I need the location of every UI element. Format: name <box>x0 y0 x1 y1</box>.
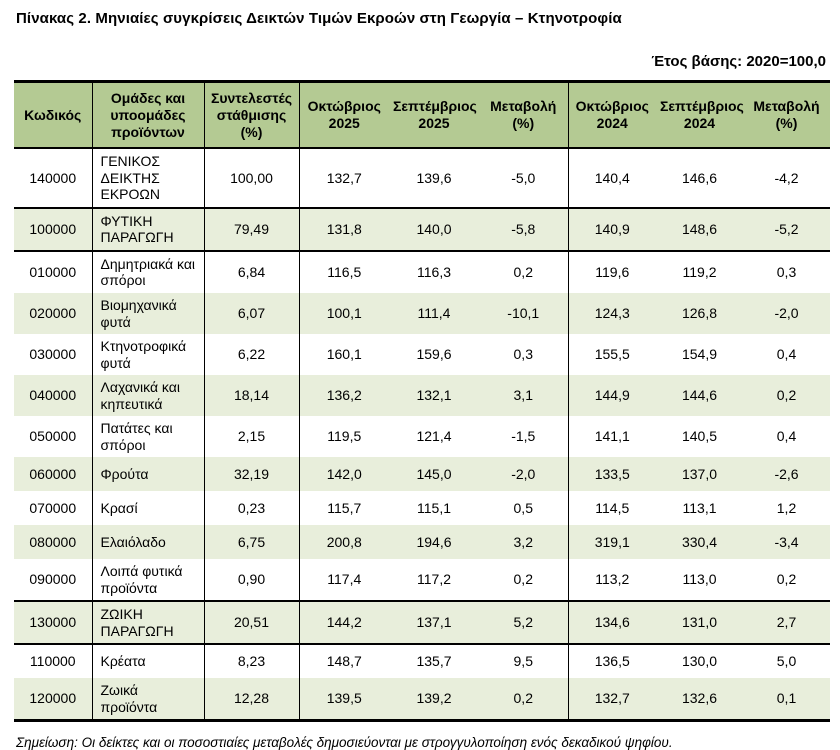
value-cell: 113,2 <box>568 559 656 601</box>
value-cell: 0,4 <box>776 428 797 445</box>
code-cell: 140000 <box>14 148 92 208</box>
base-year-label: Έτος βάσης: 2020=100,0 <box>651 53 826 70</box>
value-cell: 155,5 <box>594 346 630 363</box>
product-name-cell: Βιομηχανικά φυτά <box>92 293 204 334</box>
value-cell: 116,3 <box>417 264 451 281</box>
value-cell: 145,0 <box>389 457 479 491</box>
page-title: Πίνακας 2. Μηνιαίες συγκρίσεις Δεικτών Τιμών Εκροών στη Γεωργία – Κτηνοτροφία <box>16 10 622 27</box>
table-row <box>14 293 830 334</box>
value-cell: 3,2 <box>479 525 568 559</box>
value-cell: 137,1 <box>389 601 479 644</box>
table-row <box>14 148 830 208</box>
value-cell: 140,0 <box>389 208 479 251</box>
value-cell: 136,2 <box>299 375 389 416</box>
value-cell: 330,4 <box>656 525 743 559</box>
code-cell: 060000 <box>14 457 92 491</box>
code-cell: 100000 <box>14 208 92 251</box>
code-cell: 130000 <box>14 601 92 644</box>
value-cell: -5,2 <box>743 208 830 251</box>
table-row <box>14 334 830 375</box>
column-header-change-2025: Μεταβολή (%) <box>479 82 568 149</box>
value-cell: 3,1 <box>479 375 568 416</box>
value-cell: -3,4 <box>743 525 830 559</box>
value-cell: 113,1 <box>682 499 717 516</box>
product-name-cell: ΖΩΙΚΗ ΠΑΡΑΓΩΓΗ <box>92 601 204 644</box>
value-cell: 1,2 <box>776 499 797 516</box>
value-cell: 139,5 <box>299 678 389 721</box>
column-header-oct-2024: Οκτώβριος 2024 <box>568 82 656 149</box>
value-cell: 117,2 <box>389 559 479 601</box>
value-cell: 0,23 <box>204 491 299 525</box>
table-row <box>14 525 830 559</box>
value-cell: 0,1 <box>743 678 830 721</box>
value-cell: 133,5 <box>568 457 656 491</box>
product-name-cell: Πατάτες και σπόροι <box>92 416 204 457</box>
table-row <box>14 644 830 678</box>
product-name-cell: Ζωικά προϊόντα <box>92 678 204 721</box>
value-cell: 132,7 <box>299 148 389 208</box>
table-header <box>14 82 830 149</box>
product-name-cell: Ελαιόλαδο <box>92 525 204 559</box>
table-row <box>14 601 830 644</box>
value-cell: 0,4 <box>776 346 797 363</box>
code-cell: 080000 <box>14 525 92 559</box>
column-header-sep-2024: Σεπτέμβριος 2024 <box>656 82 743 149</box>
value-cell: 148,6 <box>656 208 743 251</box>
value-cell: 111,4 <box>389 293 479 334</box>
value-cell: 0,2 <box>479 678 568 721</box>
value-cell: 136,5 <box>594 653 630 670</box>
value-cell: -5,8 <box>479 208 568 251</box>
product-name-cell: Κρέατα <box>92 644 204 678</box>
value-cell: 6,84 <box>204 251 299 293</box>
value-cell: 160,1 <box>326 346 362 363</box>
value-cell: 116,5 <box>327 264 362 281</box>
value-cell: 2,15 <box>204 416 299 457</box>
value-cell: 5,0 <box>776 653 797 670</box>
value-cell: -10,1 <box>479 293 568 334</box>
column-header-oct-2025: Οκτώβριος 2025 <box>299 82 389 149</box>
code-cell: 010000 <box>14 251 92 293</box>
value-cell: 0,3 <box>479 334 568 375</box>
value-cell: 12,28 <box>204 678 299 721</box>
value-cell: 140,9 <box>568 208 656 251</box>
product-name-cell: ΦΥΤΙΚΗ ΠΑΡΑΓΩΓΗ <box>92 208 204 251</box>
product-name-cell: Κρασί <box>92 491 204 525</box>
code-cell: 020000 <box>14 293 92 334</box>
code-cell: 030000 <box>14 334 92 375</box>
value-cell: -1,5 <box>479 416 568 457</box>
value-cell: 0,90 <box>204 559 299 601</box>
value-cell: 18,14 <box>204 375 299 416</box>
product-name-cell: Κτηνοτροφικά φυτά <box>92 334 204 375</box>
value-cell: 144,6 <box>656 375 743 416</box>
code-cell: 090000 <box>14 559 92 601</box>
value-cell: 119,2 <box>682 264 717 281</box>
value-cell: 135,7 <box>416 653 452 670</box>
table-row <box>14 208 830 251</box>
value-cell: 20,51 <box>204 601 299 644</box>
value-cell: 148,7 <box>326 653 362 670</box>
value-cell: 113,0 <box>656 559 743 601</box>
value-cell: 121,4 <box>416 428 452 445</box>
value-cell: 132,1 <box>389 375 479 416</box>
value-cell: 32,19 <box>204 457 299 491</box>
value-cell: 8,23 <box>204 644 299 678</box>
value-cell: 319,1 <box>568 525 656 559</box>
table-row <box>14 375 830 416</box>
value-cell: -5,0 <box>479 148 568 208</box>
value-cell: 146,6 <box>656 148 743 208</box>
value-cell: 5,2 <box>479 601 568 644</box>
value-cell: 100,1 <box>299 293 389 334</box>
code-cell: 120000 <box>14 678 92 721</box>
price-index-table <box>14 80 830 722</box>
value-cell: 140,5 <box>681 428 718 445</box>
value-cell: 132,6 <box>656 678 743 721</box>
value-cell: 200,8 <box>299 525 389 559</box>
value-cell: 114,5 <box>595 499 630 516</box>
value-cell: -2,0 <box>479 457 568 491</box>
value-cell: 0,2 <box>743 559 830 601</box>
value-cell: 119,5 <box>327 428 362 445</box>
value-cell: 115,7 <box>327 499 362 516</box>
code-cell: 110000 <box>14 644 92 678</box>
value-cell: 124,3 <box>568 293 656 334</box>
value-cell: 0,2 <box>743 375 830 416</box>
column-header-sep-2025: Σεπτέμβριος 2025 <box>389 82 479 149</box>
value-cell: 0,3 <box>776 264 797 281</box>
value-cell: 154,9 <box>681 346 718 363</box>
product-name-cell: Δημητριακά και σπόροι <box>92 251 204 293</box>
product-name-cell: Λαχανικά και κηπευτικά <box>92 375 204 416</box>
value-cell: 144,2 <box>299 601 389 644</box>
value-cell: 117,4 <box>299 559 389 601</box>
footnote: Σημείωση: Οι δείκτες και οι ποσοστιαίες μεταβολές δημοσιεύονται με στρογγυλοποίηση ενός δεκαδικού ψηφίου. <box>16 735 673 750</box>
value-cell: 79,49 <box>204 208 299 251</box>
value-cell: 2,7 <box>743 601 830 644</box>
table-row <box>14 559 830 601</box>
value-cell: 159,6 <box>416 346 452 363</box>
table-body <box>14 148 830 720</box>
product-name-cell: Φρούτα <box>92 457 204 491</box>
table-row <box>14 491 830 525</box>
product-name-cell: ΓΕΝΙΚΟΣ ΔΕΙΚΤΗΣ ΕΚΡΟΩΝ <box>92 148 204 208</box>
table-row <box>14 457 830 491</box>
value-cell: 0,5 <box>479 491 568 525</box>
value-cell: -2,0 <box>743 293 830 334</box>
value-cell: 141,1 <box>594 428 630 445</box>
value-cell: 140,4 <box>568 148 656 208</box>
code-cell: 040000 <box>14 375 92 416</box>
value-cell: 139,6 <box>389 148 479 208</box>
value-cell: 6,07 <box>204 293 299 334</box>
table-row <box>14 251 830 293</box>
value-cell: 9,5 <box>479 644 568 678</box>
value-cell: 6,22 <box>204 334 299 375</box>
value-cell: 100,00 <box>204 148 299 208</box>
value-cell: 194,6 <box>389 525 479 559</box>
value-cell: 142,0 <box>299 457 389 491</box>
value-cell: -4,2 <box>743 148 830 208</box>
value-cell: 137,0 <box>656 457 743 491</box>
product-name-cell: Λοιπά φυτικά προϊόντα <box>92 559 204 601</box>
value-cell: 131,8 <box>299 208 389 251</box>
value-cell: 115,1 <box>417 499 451 516</box>
column-header-groups: Ομάδες και υποομάδες προϊόντων <box>92 82 204 149</box>
column-header-weights: Συντελεστές στάθμισης (%) <box>204 82 299 149</box>
value-cell: 132,7 <box>568 678 656 721</box>
column-header-code: Κωδικός <box>14 82 92 149</box>
value-cell: 144,9 <box>568 375 656 416</box>
column-header-change-2024: Μεταβολή (%) <box>743 82 830 149</box>
value-cell: 0,2 <box>479 559 568 601</box>
value-cell: 126,8 <box>656 293 743 334</box>
value-cell: 119,6 <box>595 264 630 281</box>
value-cell: -2,6 <box>743 457 830 491</box>
value-cell: 0,2 <box>479 251 568 293</box>
header-row <box>14 82 830 149</box>
value-cell: 131,0 <box>656 601 743 644</box>
code-cell: 050000 <box>14 416 92 457</box>
value-cell: 130,0 <box>681 653 718 670</box>
code-cell: 070000 <box>14 491 92 525</box>
value-cell: 139,2 <box>389 678 479 721</box>
value-cell: 134,6 <box>568 601 656 644</box>
table-row <box>14 678 830 721</box>
value-cell: 6,75 <box>204 525 299 559</box>
table-row <box>14 416 830 457</box>
